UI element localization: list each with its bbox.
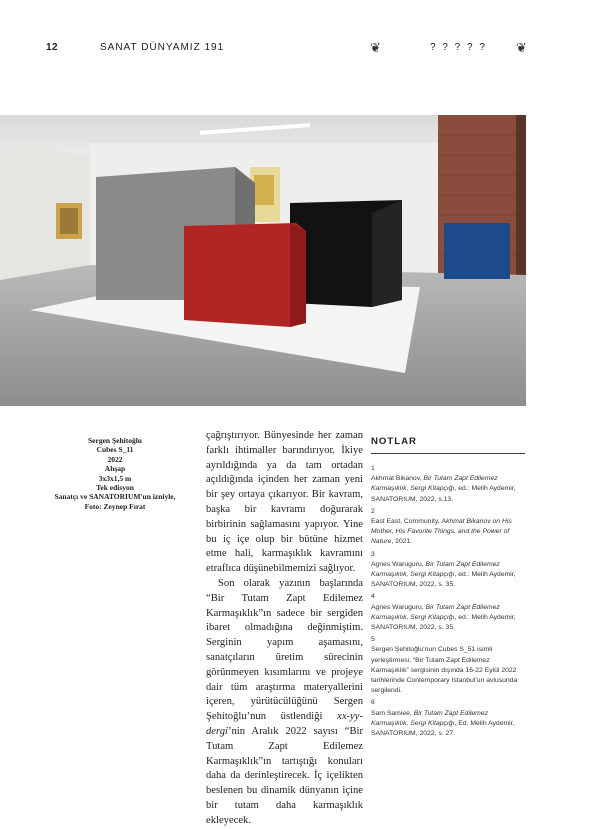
- caption-edition: Tek edisyon: [96, 483, 134, 493]
- paragraph-italic: xx-yy-dergi: [206, 711, 363, 737]
- note-item: [371, 698, 525, 739]
- note-text: , ed.: Melih Aydemir, SANATORIUM, 2022, s. 35.: [371, 613, 516, 632]
- ornament-icon: ❦: [370, 40, 381, 55]
- note-text: Agnes Waruguru,: [371, 560, 426, 568]
- note-number: 1: [371, 465, 375, 472]
- paragraph-text: ’nin Aralık 2022 sayısı “Bir Tutam Zapt Edilemez Karmaşıklık”ın tartıştığı konuları daha da derinleştirecek. İç içelikten beslenen bu dinamik dünyanın içine bir tutam daha karmaşıklık ekleyecek.: [206, 725, 363, 826]
- note-item: [371, 550, 525, 591]
- note-text: , Ed. Melih Aydemir, SANATORIUM, 2022, s. 27.: [371, 719, 515, 738]
- magazine-title: SANAT DÜNYAMIZ 191: [100, 42, 225, 53]
- gallery-photo: [0, 115, 526, 406]
- section-title: ? ? ? ? ?: [430, 42, 487, 53]
- paragraph: [206, 577, 363, 829]
- caption-courtesy: Sanatçı ve SANATORIUM'un izniyle,: [54, 492, 176, 502]
- note-item: [371, 507, 525, 548]
- note-text: Sam Samiee,: [371, 709, 414, 717]
- page-header: [46, 42, 526, 60]
- note-number: 2: [371, 507, 375, 515]
- article-body: [206, 429, 363, 829]
- paragraph: çağrıştırıyor. Bünyesinde her zaman farklı ihtimaller barındırıyor. İkiye ayrıldığında ya da tam ortadan açıldığında içinden her zaman yeni bir şey ortaya çıkarıyor. Bir kavram, başka bir kavramı doğurarak birbirinin sağlamasını yapıyor. Yine bu iç içe olup bir bütüne hizmet etme hali, karmaşıklık kavramını etraflıca düşünebilmemizi sağlıyor.: [206, 430, 363, 575]
- note-item: [371, 635, 525, 696]
- photo-caption: [40, 436, 190, 511]
- note-italic: Bir Tutam Zapt Edilemez Karmaşıklık, Sergi Kitapçığı: [371, 709, 488, 727]
- note-text: East East, Community,: [371, 518, 442, 526]
- note-italic: Akhmat Bikanov on His Mother, His Favorite Things, and the Power of Nature: [371, 518, 512, 546]
- note-italic: Bir Tutam Zapt Edilemez Karmaşıklık, Sergi Kitapçığı: [371, 475, 498, 493]
- paragraph-text: Son olarak yazının başlarında “Bir Tutam Zapt Edilemez Karmaşıklık”ın sadece bir sergiden ibaret olmadığına değinmiştim. Serginin yapım aşamasını, sanatçıların üretim sürecinin görünmeyen kısımlarını ve projeye dair tüm araştırma materyallerini içeren, yürütücülüğünü Sergen Şehitoğlu’nun üstlendiği: [206, 577, 363, 723]
- note-text: Agnes Waruguru,: [371, 603, 426, 611]
- caption-material: Ahşap: [104, 464, 126, 474]
- note-number: 6: [371, 699, 375, 707]
- note-number: 5: [371, 636, 375, 644]
- note-text: Sergen Şehitoğlu’nun Cubes S_51 isimli yerleştirmesi, “Bir Tutam Zapt Edilemez Karmaşıklık” sergisinin dışında 16-22 Eylül 2022 tarihlerinde Contemporary Istanbul’un avlusunda sergilendi.: [371, 646, 518, 695]
- note-text: , ed.: Melih Aydemir, SANATORIUM, 2022, s.13.: [371, 485, 516, 503]
- caption-photo-credit: Foto: Zeynep Fırat: [84, 501, 146, 511]
- note-number: 3: [371, 550, 375, 558]
- note-italic: Bir Tutam Zapt Edilemez Karmaşıklık, Sergi Kitapçığı: [371, 560, 500, 579]
- caption-year: 2022: [107, 454, 123, 464]
- notes-section: [371, 436, 525, 741]
- note-number: 4: [371, 593, 375, 601]
- note-text: , ed.: Melih Aydemir, SANATORIUM, 2022, s. 35.: [371, 571, 516, 589]
- caption-dimensions: 3x3x1,5 m: [98, 473, 132, 483]
- note-text: , 2021.: [391, 538, 413, 546]
- note-item: [371, 592, 525, 633]
- caption-artist: Sergen Şehitoğlu: [88, 436, 142, 445]
- note-text: Akhmat Bikanov,: [371, 475, 424, 483]
- ornament-icon: ❦: [516, 40, 527, 55]
- note-item: [371, 464, 525, 505]
- notes-title: NOTLAR: [371, 436, 525, 454]
- note-italic: Bir Tutam Zapt Edilemez Karmaşıklık, Sergi Kitapçığı: [371, 603, 500, 621]
- caption-title: Cubes S_11: [96, 445, 134, 455]
- page-number: 12: [46, 42, 59, 53]
